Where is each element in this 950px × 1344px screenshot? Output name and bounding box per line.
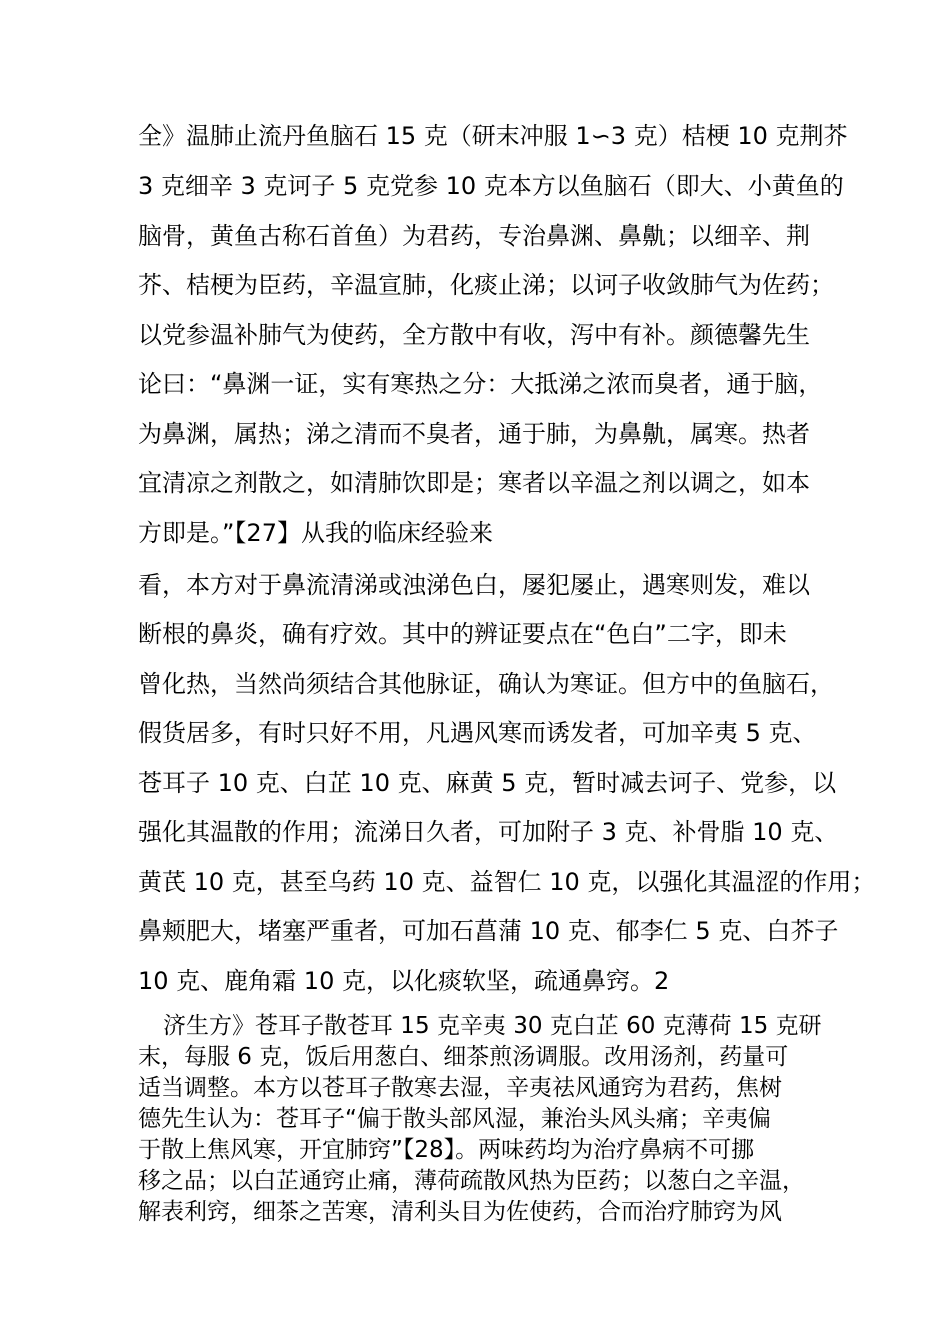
text-line: 移之品；以白芷通窍止痛，薄荷疏散风热为臣药；以葱白之辛温， — [138, 1168, 805, 1194]
text-line: 方即是。”【27】从我的临床经验来 — [138, 519, 493, 547]
text-line: 假货居多，有时只好不用，凡遇风寒而诱发者，可加辛夷 5 克、 — [138, 719, 817, 747]
text-line: 末，每服 6 克，饭后用葱白、细茶煎汤调服。改用汤剂，药量可 — [138, 1044, 789, 1070]
text-line: 以党参温补肺气为使药，全方散中有收，泻中有补。颜德馨先生 — [138, 321, 810, 349]
text-line: 3 克细辛 3 克诃子 5 克党参 10 克本方以鱼脑石（即大、小黄鱼的 — [138, 172, 844, 200]
text-line: 鼻颊肥大，堵塞严重者，可加石菖蒲 10 克、郁李仁 5 克、白芥子 — [138, 917, 839, 945]
text-line: 全》温肺止流丹鱼脑石 15 克（研末冲服 1∽3 克）桔梗 10 克荆芥 — [138, 122, 848, 150]
text-line: 解表利窍，细茶之苦寒，清利头目为佐使药，合而治疗肺窍为风 — [138, 1199, 782, 1225]
text-line: 断根的鼻炎，确有疗效。其中的辨证要点在“色白”二字，即未 — [138, 620, 787, 648]
text-line: 适当调整。本方以苍耳子散寒去湿，辛夷祛风通窍为君药，焦树 — [138, 1075, 782, 1101]
text-line: 宜清凉之剂散之，如清肺饮即是；寒者以辛温之剂以调之，如本 — [138, 469, 810, 497]
text-line: 曾化热，当然尚须结合其他脉证，确认为寒证。但方中的鱼脑石， — [138, 670, 834, 698]
text-line: 苍耳子 10 克、白芷 10 克、麻黄 5 克，暂时减去诃子、党参，以 — [138, 769, 837, 797]
text-line: 德先生认为：苍耳子“偏于散头部风湿，兼治头风头痛；辛夷偏 — [138, 1106, 771, 1132]
text-line: 看，本方对于鼻流清涕或浊涕色白，屡犯屡止，遇寒则发，难以 — [138, 571, 810, 599]
text-line: 为鼻渊，属热；涕之清而不臭者，通于肺，为鼻鼽，属寒。热者 — [138, 420, 810, 448]
text-line: 10 克、鹿角霜 10 克，以化痰软坚，疏通鼻窍。2 — [138, 967, 670, 995]
text-line: 济生方》苍耳子散苍耳 15 克辛夷 30 克白芷 60 克薄荷 15 克研 — [163, 1013, 822, 1039]
text-line: 芥、桔梗为臣药，辛温宣肺，化痰止涕；以诃子收敛肺气为佐药； — [138, 271, 834, 299]
text-line: 强化其温散的作用；流涕日久者，可加附子 3 克、补骨脂 10 克、 — [138, 818, 839, 846]
text-line: 黄芪 10 克，甚至乌药 10 克、益智仁 10 克，以强化其温涩的作用； — [138, 868, 876, 896]
text-line: 脑骨，黄鱼古称石首鱼）为君药，专治鼻渊、鼻鼽；以细辛、荆 — [138, 222, 810, 250]
text-line: 于散上焦风寒，开宜肺窍”【28】。两味药均为治疗鼻病不可挪 — [138, 1137, 755, 1163]
text-line: 论曰：“鼻渊一证，实有寒热之分：大抵涕之浓而臭者，通于脑， — [138, 370, 823, 398]
